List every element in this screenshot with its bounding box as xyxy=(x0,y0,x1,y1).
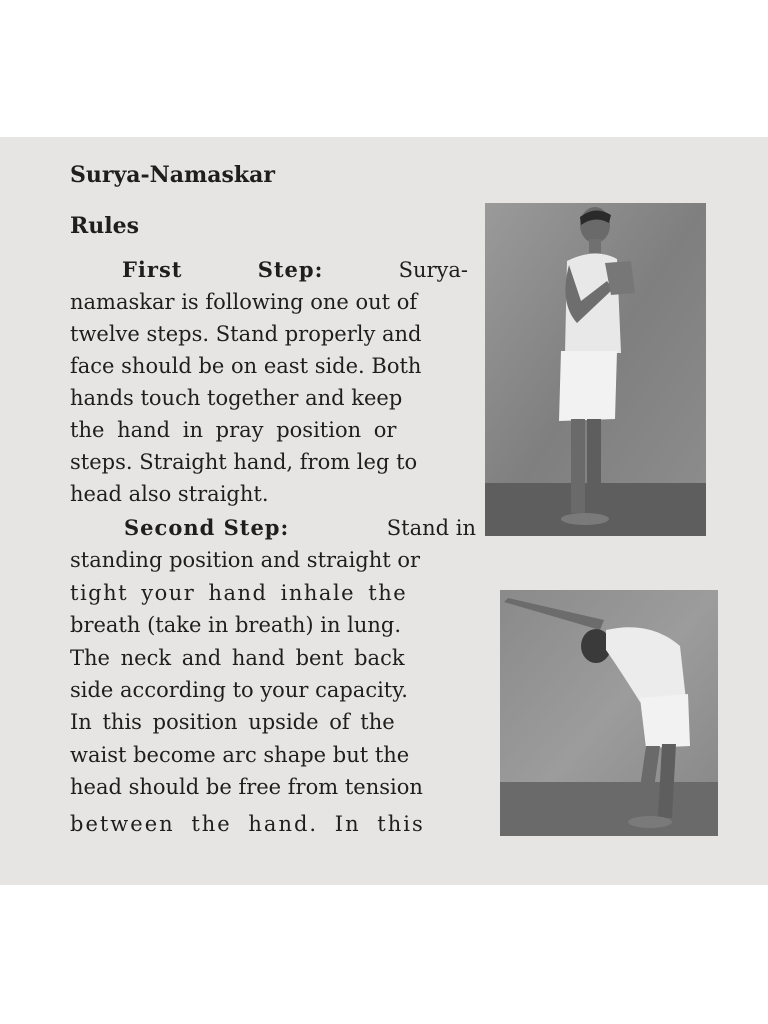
first-step-lead-line xyxy=(122,254,468,286)
first-step-line: namaskar is following one out of xyxy=(70,290,418,314)
first-step-line: face should be on east side. Both xyxy=(70,354,422,378)
first-step-line: steps. Straight hand, from leg to xyxy=(70,450,418,474)
second-step-line: waist become arc shape but the xyxy=(70,743,410,767)
standing-pose-illustration xyxy=(485,203,706,536)
second-step-line: tight your hand inhale the xyxy=(70,581,408,605)
second-step-line: side according to your capacity. xyxy=(70,678,408,702)
first-step-label-word1: First xyxy=(122,257,183,282)
section-heading: Rules xyxy=(70,213,140,239)
backbend-pose-photo xyxy=(500,590,718,836)
first-step-line: the hand in pray position or xyxy=(70,418,397,442)
first-step-label-word2: Step: xyxy=(257,257,324,282)
second-step-line: standing position and straight or xyxy=(70,548,421,572)
second-step-line: The neck and hand bent back xyxy=(70,646,405,670)
second-step-lead-line xyxy=(124,512,476,544)
first-step-line: twelve steps. Stand properly and xyxy=(70,322,422,346)
second-step-label: Second Step: xyxy=(124,515,290,540)
first-step-line: Surya- xyxy=(398,258,468,282)
first-step-line: head also straight. xyxy=(70,482,269,506)
first-step-line: hands touch together and keep xyxy=(70,386,403,410)
second-step-line: breath (take in breath) in lung. xyxy=(70,613,402,637)
second-step-line: In this position upside of the xyxy=(70,710,395,734)
standing-pose-photo xyxy=(485,203,706,536)
second-step-line: Stand in xyxy=(386,516,476,540)
second-step-line: between the hand. In this xyxy=(70,812,425,836)
second-step-line: head should be free from tension xyxy=(70,775,423,799)
page-title: Surya-Namaskar xyxy=(70,162,276,188)
backbend-pose-illustration xyxy=(500,590,718,836)
